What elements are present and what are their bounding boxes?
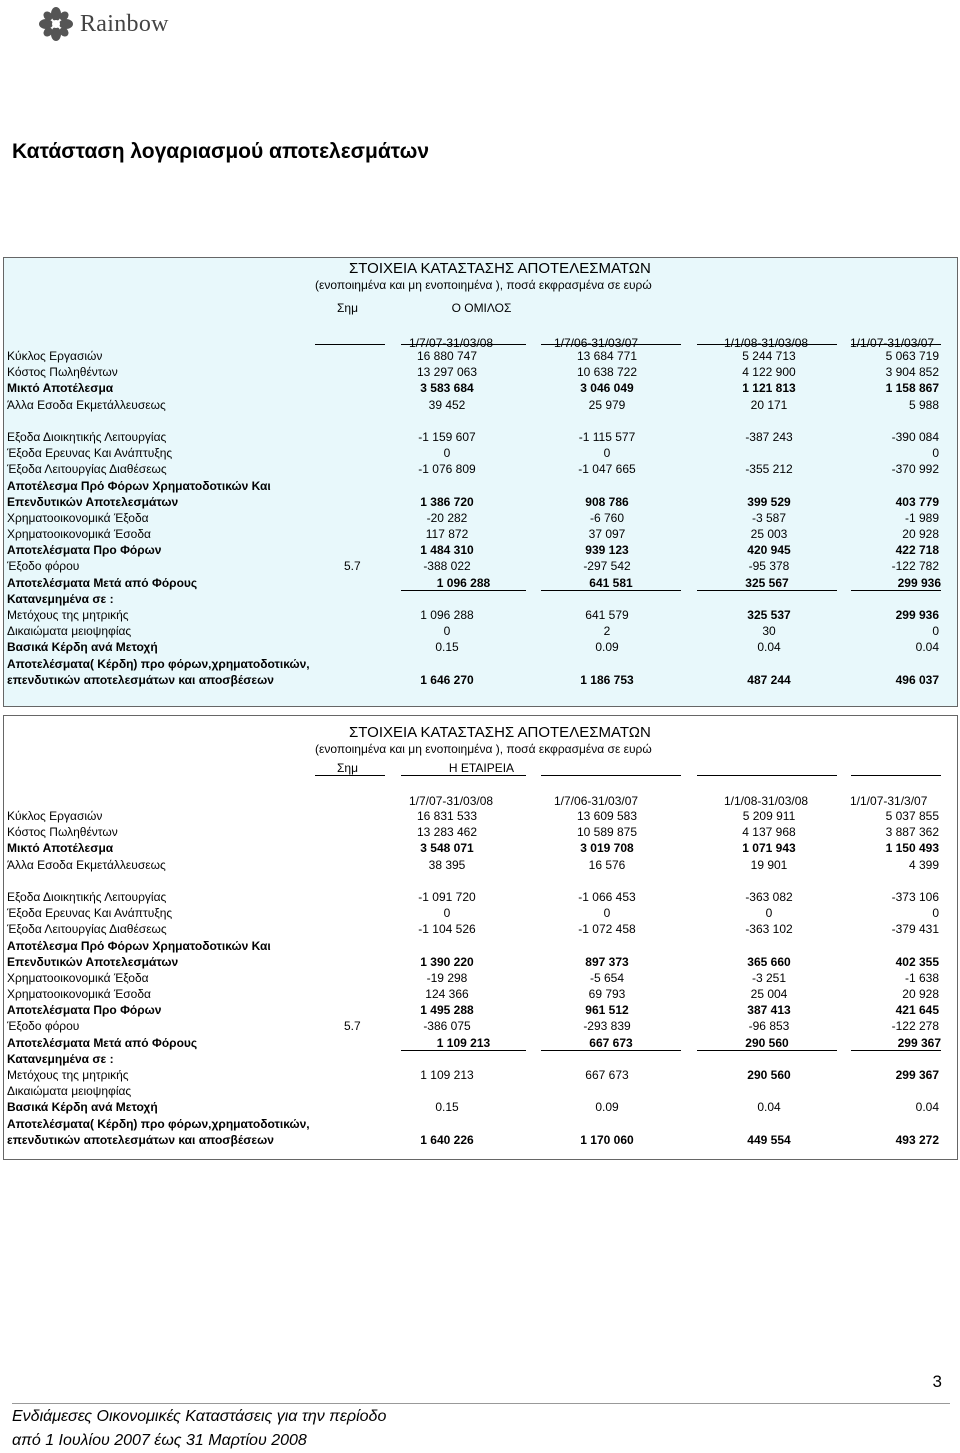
table-row (4, 462, 959, 478)
row-value: -122 278 (891, 1019, 939, 1034)
col-underline (541, 775, 681, 776)
row-value: 1 495 288 (420, 1003, 474, 1018)
table-row (4, 576, 959, 592)
table-row (4, 430, 959, 446)
row-value: 25 979 (588, 397, 626, 412)
row-value: 0 (765, 906, 773, 921)
row-value: 3 548 071 (420, 841, 474, 856)
row-value: 908 786 (585, 494, 629, 509)
row-value: 0 (443, 624, 451, 639)
row-label: Χρηματοοικονομικά Έσοδα (7, 987, 151, 1002)
row-value: 3 046 049 (580, 381, 634, 396)
page-title: Κατάσταση λογαριασμού αποτελεσμάτων (12, 140, 430, 163)
table-row (4, 381, 959, 397)
table-row (4, 987, 959, 1003)
note-underline (315, 344, 385, 345)
row-label: Χρηματοοικονομικά Έσοδα (7, 527, 151, 542)
table-row (4, 1100, 959, 1116)
table-row (4, 511, 959, 527)
row-value: 1 386 720 (420, 494, 474, 509)
row-value: 420 945 (747, 543, 791, 558)
row-value: -386 075 (423, 1019, 471, 1034)
row-value: 421 645 (895, 1003, 939, 1018)
row-value: -387 243 (745, 429, 793, 444)
row-label: Επενδυτικών Αποτελεσμάτων (7, 494, 179, 509)
row-value: 0 (603, 906, 611, 921)
row-value: -1 047 665 (578, 462, 636, 477)
row-label: Έξοδα Λειτουργίας Διαθέσεως (7, 462, 167, 477)
row-value: 1 150 493 (885, 841, 939, 856)
row-value: -1 638 (904, 970, 939, 985)
table-row (4, 559, 959, 575)
row-note: 5.7 (344, 1019, 361, 1034)
row-value: 325 537 (747, 608, 791, 622)
row-value: 4 399 (908, 857, 939, 872)
row-label: Βασικά Κέρδη ανά Μετοχή (7, 640, 158, 655)
row-value: 0 (932, 624, 939, 639)
table-row (4, 906, 959, 922)
table-row (4, 398, 959, 414)
row-value: 10 638 722 (576, 365, 638, 380)
company-col-header-4: 1/1/07-31/3/07 (850, 794, 928, 808)
row-value: 0.15 (435, 1100, 459, 1115)
row-label: επενδυτικών αποτελεσμάτων και αποσβέσεων (7, 672, 274, 687)
row-value: 1 186 753 (580, 672, 634, 687)
row-value: 13 283 462 (416, 825, 478, 840)
row-label: Χρηματοοικονομικά Έξοδα (7, 510, 149, 525)
row-note: 5.7 (344, 559, 361, 574)
row-value: 0 (443, 446, 451, 461)
row-label: Κατανεμημένα σε : (7, 1051, 114, 1066)
row-label: Αποτελέσματα Μετά από Φόρους (7, 575, 198, 590)
row-value: 1 170 060 (580, 1132, 634, 1147)
row-value: 403 779 (895, 494, 939, 509)
row-value: -3 251 (751, 970, 787, 985)
row-value: 961 512 (585, 1003, 629, 1018)
group-col-header-3: 1/1/08-31/03/08 (724, 336, 809, 350)
company-subheading: (ενοποιημένα και μη ενοποιημένα ), ποσά εκφρασμένα σε ευρώ (315, 742, 652, 756)
row-value: 299 367 (851, 1036, 941, 1051)
group-col-header-1: 1/7/07-31/03/08 (409, 336, 494, 350)
spacer-row (4, 414, 959, 430)
row-value: 69 793 (588, 987, 626, 1002)
row-value: 25 004 (750, 987, 788, 1002)
row-value: 30 (762, 624, 776, 639)
table-row (4, 971, 959, 987)
table-row (4, 841, 959, 857)
company-note-header: Σημ (337, 761, 359, 775)
row-value: -388 022 (423, 559, 471, 574)
row-value: 387 413 (747, 1003, 791, 1018)
row-value: 1 484 310 (420, 543, 474, 558)
row-value: -293 839 (583, 1019, 631, 1034)
table-row (4, 657, 959, 673)
row-value: 5 063 719 (885, 349, 939, 363)
row-value: -20 282 (426, 510, 468, 525)
row-value: 299 936 (851, 576, 941, 591)
table-row (4, 955, 959, 971)
row-value: 641 579 (585, 608, 629, 622)
table-row (4, 1068, 959, 1084)
row-label: Αποτελέσματα( Κέρδη) προ φόρων,χρηματοδοτικών, (7, 1116, 310, 1131)
row-value: 5 244 713 (742, 349, 796, 363)
row-value: -3 587 (751, 510, 787, 525)
footer-line-2: από 1 Ιουλίου 2007 έως 31 Μαρτίου 2008 (12, 1432, 307, 1449)
brand-name: Rainbow (80, 10, 169, 37)
table-row (4, 640, 959, 656)
row-label: Αποτελέσματα( Κέρδη) προ φόρων,χρηματοδοτικών, (7, 656, 310, 671)
row-value: 20 928 (902, 527, 939, 542)
row-value: -5 654 (589, 970, 625, 985)
row-value: 5 988 (908, 397, 939, 412)
row-value: 1 640 226 (420, 1132, 474, 1147)
spacer-row (4, 874, 959, 890)
row-label: Βασικά Κέρδη ανά Μετοχή (7, 1100, 158, 1115)
page-number: 3 (932, 1372, 942, 1391)
row-label: Δικαιώματα μειοψηφίας (7, 624, 132, 639)
row-value: 496 037 (895, 672, 939, 687)
row-value: 399 529 (747, 494, 791, 509)
row-value: 3 583 684 (420, 381, 474, 396)
row-value: 1 096 288 (420, 608, 474, 622)
row-value: -122 782 (891, 559, 939, 574)
row-value: 897 373 (585, 954, 629, 969)
table-row (4, 1019, 959, 1035)
rainbow-flower-icon (36, 6, 76, 42)
row-value: -19 298 (426, 970, 468, 985)
row-value: 3 887 362 (885, 825, 939, 840)
row-value: -1 104 526 (418, 922, 476, 937)
row-value: 487 244 (747, 672, 791, 687)
row-value: 16 831 533 (416, 809, 478, 823)
row-label: Έξοδα Ερευνας Και Ανάπτυξης (7, 446, 173, 461)
row-value: -6 760 (589, 510, 625, 525)
row-value: -390 084 (891, 429, 939, 444)
row-value: 2 (603, 624, 611, 639)
row-value: 493 272 (895, 1132, 939, 1147)
table-row (4, 624, 959, 640)
table-row (4, 939, 959, 955)
row-value: 1 109 213 (420, 1068, 474, 1082)
col-underline (851, 775, 941, 776)
row-value: 1 109 213 (401, 1036, 526, 1051)
group-heading: ΣΤΟΙΧΕΙΑ ΚΑΤΑΣΤΑΣΗΣ ΑΠΟΤΕΛΕΣΜΑΤΩΝ (349, 260, 651, 277)
company-results-table (4, 809, 959, 1149)
row-value: 290 560 (747, 1068, 791, 1082)
row-value: 1 096 288 (401, 576, 526, 591)
row-label: Κόστος Πωληθέντων (7, 825, 118, 840)
row-value: -363 082 (745, 889, 793, 904)
row-label: Έξοδο φόρου (7, 1019, 80, 1034)
row-label: Αποτελέσματα Προ Φόρων (7, 1003, 162, 1018)
row-value: 39 452 (428, 397, 466, 412)
row-value: -297 542 (583, 559, 631, 574)
company-entity: Η ΕΤΑΙΡΕΙΑ (448, 761, 515, 775)
row-label: Εξοδα Διοικητικής Λειτουργίας (7, 429, 167, 444)
table-row (4, 1052, 959, 1068)
row-label: Άλλα Εσοδα Εκμετάλλευσεως (7, 397, 166, 412)
row-value: 37 097 (588, 527, 626, 542)
row-value: 1 158 867 (885, 381, 939, 396)
group-entity: Ο ΟΜΙΛΟΣ (451, 301, 512, 315)
group-results-panel (3, 257, 958, 707)
row-value: 0 (603, 446, 611, 461)
row-value: -1 072 458 (578, 922, 636, 937)
row-value: -1 159 607 (418, 429, 476, 444)
row-value: 325 567 (697, 576, 837, 591)
table-row (4, 1003, 959, 1019)
row-value: 13 297 063 (416, 365, 478, 380)
row-value: 4 122 900 (742, 365, 796, 380)
row-value: -370 992 (891, 462, 939, 477)
col-underline (401, 775, 526, 776)
company-col-header-2: 1/7/06-31/03/07 (554, 794, 639, 808)
row-value: -363 102 (745, 922, 793, 937)
row-value: -379 431 (891, 922, 939, 937)
row-value: 299 936 (895, 608, 939, 622)
row-value: 16 880 747 (416, 349, 478, 363)
row-value: -1 076 809 (418, 462, 476, 477)
row-value: 1 121 813 (742, 381, 796, 396)
row-label: Μικτό Αποτέλεσμα (7, 381, 114, 396)
table-row (4, 890, 959, 906)
group-note-header: Σημ (337, 301, 359, 315)
row-value: -373 106 (891, 889, 939, 904)
table-row (4, 608, 959, 624)
table-row (4, 446, 959, 462)
row-value: 5 209 911 (742, 809, 796, 823)
row-label: Έξοδα Ερευνας Και Ανάπτυξης (7, 906, 173, 921)
table-row (4, 673, 959, 689)
table-row (4, 858, 959, 874)
row-value: 1 390 220 (420, 954, 474, 969)
row-value: 3 019 708 (580, 841, 634, 856)
row-value: -95 378 (748, 559, 790, 574)
row-value: 939 123 (585, 543, 629, 558)
row-value: 13 609 583 (576, 809, 638, 823)
row-value: -1 066 453 (578, 889, 636, 904)
group-col-header-4: 1/1/07-31/03/07 (850, 336, 935, 350)
col-underline (697, 775, 837, 776)
row-label: Κύκλος Εργασιών (7, 809, 103, 823)
company-results-panel (3, 715, 958, 1160)
row-label: Έξοδα Λειτουργίας Διαθέσεως (7, 922, 167, 937)
row-value: 124 366 (425, 987, 469, 1002)
row-value: 16 576 (588, 857, 626, 872)
row-label: Χρηματοοικονομικά Έξοδα (7, 970, 149, 985)
row-value: 0.04 (915, 1100, 939, 1115)
row-value: 0.04 (915, 640, 939, 655)
row-label: Αποτελέσματα Προ Φόρων (7, 543, 162, 558)
table-row (4, 922, 959, 938)
row-value: 299 367 (895, 1068, 939, 1082)
row-value: 641 581 (541, 576, 681, 591)
row-value: 402 355 (895, 954, 939, 969)
row-value: 0 (932, 446, 939, 461)
row-label: επενδυτικών αποτελεσμάτων και αποσβέσεων (7, 1132, 274, 1147)
table-row (4, 1036, 959, 1052)
row-value: 449 554 (747, 1132, 791, 1147)
row-value: -1 115 577 (578, 429, 636, 444)
row-value: 667 673 (585, 1068, 629, 1082)
table-row (4, 543, 959, 559)
row-label: Επενδυτικών Αποτελεσμάτων (7, 954, 179, 969)
group-col-header-2: 1/7/06-31/03/07 (554, 336, 639, 350)
brand-logo (36, 6, 169, 42)
row-value: 0.15 (435, 640, 459, 655)
company-col-header-1: 1/7/07-31/03/08 (409, 794, 494, 808)
row-value: 1 646 270 (420, 672, 474, 687)
row-label: Κόστος Πωληθέντων (7, 365, 118, 380)
row-value: 422 718 (895, 543, 939, 558)
row-value: 0 (932, 906, 939, 921)
row-value: 1 071 943 (742, 841, 796, 856)
row-value: 25 003 (750, 527, 788, 542)
table-row (4, 809, 959, 825)
table-row (4, 349, 959, 365)
row-value: 20 928 (902, 987, 939, 1002)
row-value: 0.09 (595, 1100, 619, 1115)
row-value: 13 684 771 (576, 349, 638, 363)
row-label: Μικτό Αποτέλεσμα (7, 841, 114, 856)
table-row (4, 592, 959, 608)
footer-line-1: Ενδιάμεσες Οικονομικές Καταστάσεις για την περίοδο (12, 1408, 387, 1425)
row-value: -1 091 720 (418, 889, 476, 904)
row-value: 20 171 (750, 397, 788, 412)
footer-rule (12, 1403, 950, 1404)
note-underline (315, 775, 385, 776)
row-value: 0 (443, 906, 451, 921)
row-label: Κατανεμημένα σε : (7, 591, 114, 606)
row-label: Δικαιώματα μειοψηφίας (7, 1084, 132, 1099)
row-value: 0.09 (595, 640, 619, 655)
company-col-header-3: 1/1/08-31/03/08 (724, 794, 809, 808)
row-value: 290 560 (697, 1036, 837, 1051)
table-row (4, 527, 959, 543)
row-value: -1 989 (904, 510, 939, 525)
row-value: -355 212 (745, 462, 793, 477)
table-row (4, 495, 959, 511)
row-label: Αποτέλεσμα Πρό Φόρων Χρηματοδοτικών Και (7, 938, 271, 953)
row-label: Άλλα Εσοδα Εκμετάλλευσεως (7, 857, 166, 872)
row-value: 667 673 (541, 1036, 681, 1051)
row-label: Εξοδα Διοικητικής Λειτουργίας (7, 889, 167, 904)
company-heading: ΣΤΟΙΧΕΙΑ ΚΑΤΑΣΤΑΣΗΣ ΑΠΟΤΕΛΕΣΜΑΤΩΝ (349, 724, 651, 741)
row-value: 365 660 (747, 954, 791, 969)
table-row (4, 1133, 959, 1149)
table-row (4, 479, 959, 495)
table-row (4, 825, 959, 841)
row-label: Μετόχους της μητρικής (7, 608, 129, 622)
group-results-table (4, 349, 959, 689)
table-row (4, 365, 959, 381)
row-value: 10 589 875 (576, 825, 638, 840)
row-label: Μετόχους της μητρικής (7, 1068, 129, 1082)
row-value: 0.04 (757, 1100, 781, 1115)
row-label: Αποτελέσματα Μετά από Φόρους (7, 1035, 198, 1050)
row-value: 0.04 (757, 640, 781, 655)
table-row (4, 1117, 959, 1133)
group-subheading: (ενοποιημένα και μη ενοποιημένα ), ποσά εκφρασμένα σε ευρώ (315, 278, 652, 292)
row-value: 117 872 (425, 527, 469, 542)
row-value: 19 901 (750, 857, 788, 872)
row-label: Έξοδο φόρου (7, 559, 80, 574)
row-value: 38 395 (428, 857, 466, 872)
row-value: 4 137 968 (742, 825, 796, 840)
row-value: 5 037 855 (885, 809, 939, 823)
row-label: Κύκλος Εργασιών (7, 349, 103, 363)
table-row (4, 1084, 959, 1100)
row-label: Αποτέλεσμα Πρό Φόρων Χρηματοδοτικών Και (7, 478, 271, 493)
row-value: 3 904 852 (885, 365, 939, 380)
row-value: -96 853 (748, 1019, 790, 1034)
